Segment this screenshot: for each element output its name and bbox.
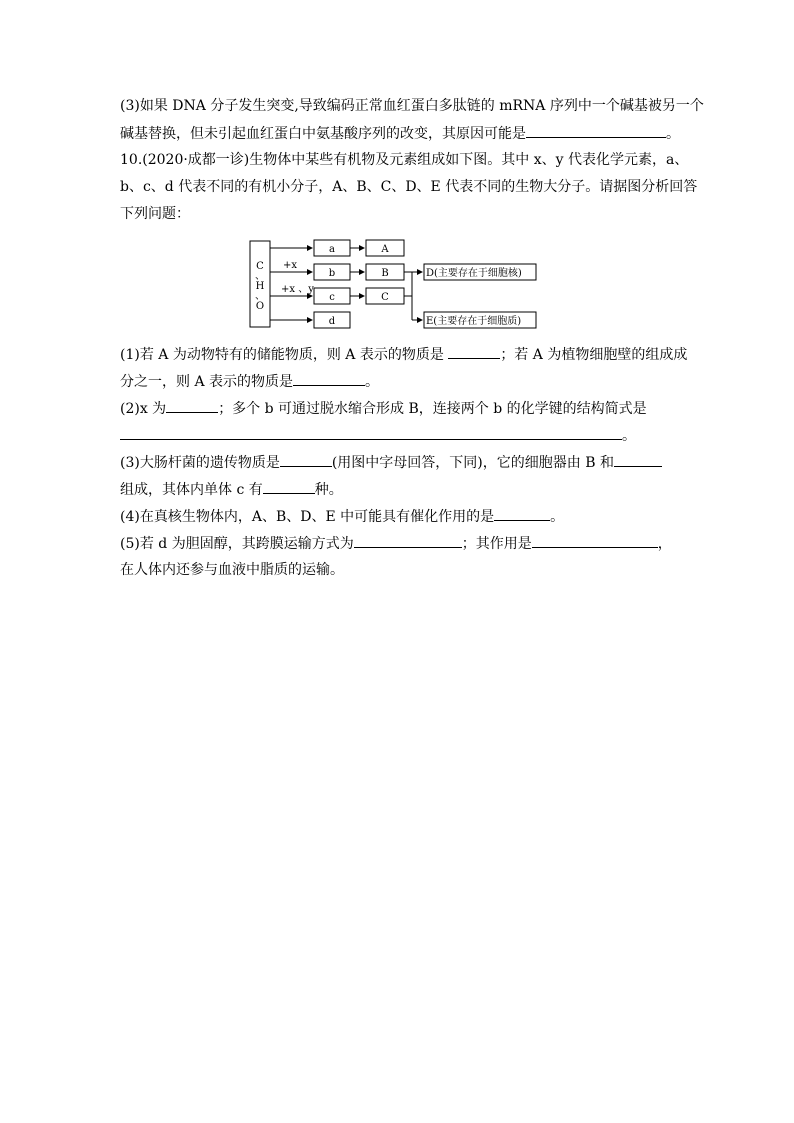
q3-prev-line1: (3)如果 DNA 分子发生突变,导致编码正常血红蛋白多肽链的 mRNA 序列中一个碱基被另一个	[120, 98, 704, 114]
element-o: O	[255, 301, 265, 312]
label-C: C	[381, 292, 389, 303]
label-c: c	[329, 292, 335, 303]
sub3-line2	[120, 479, 343, 500]
sub3-text-c: 组成，其体内单体 c 有	[120, 482, 263, 498]
sub3-text-b: (用图中字母回答，下同)，它的细胞器由 B 和	[331, 455, 614, 471]
answer-blank[interactable]	[120, 425, 622, 440]
answer-blank[interactable]	[614, 452, 662, 467]
label-plus-xy: +x 、y	[281, 284, 314, 295]
sub4-text-b: 。	[550, 509, 565, 525]
sub1-text-b: ；若 A 为植物细胞壁的组成成	[500, 347, 688, 363]
q3-prev-line2-end: 。	[666, 126, 680, 142]
sub5-text-c: ，	[657, 536, 672, 552]
label-A: A	[381, 244, 389, 255]
q3-prev-line2	[120, 123, 680, 144]
sub1-text-c: 分之一，则 A 表示的物质是	[120, 374, 294, 390]
element-sep1: 、	[255, 271, 265, 282]
sub1-line2	[120, 371, 379, 392]
q3-prev-line2-text: 碱基替换，但未引起血红蛋白中氨基酸序列的改变，其原因可能是	[120, 126, 526, 142]
sub5-text-a: (5)若 d 为胆固醇，其跨膜运输方式为	[120, 536, 354, 552]
label-B: B	[381, 268, 389, 279]
sub2-text-end: 。	[622, 428, 636, 444]
answer-blank[interactable]	[293, 371, 365, 386]
element-c: C	[256, 261, 264, 272]
composition-diagram	[248, 236, 548, 336]
label-plus-x: +x	[283, 260, 298, 271]
sub1-text-d: 。	[365, 374, 380, 390]
label-b: b	[328, 268, 336, 279]
answer-blank[interactable]	[494, 506, 550, 521]
answer-blank[interactable]	[448, 344, 500, 359]
sub4-line1	[120, 506, 564, 527]
label-E: E(主要存在于细胞质)	[426, 316, 522, 327]
answer-blank[interactable]	[532, 533, 658, 548]
sub4-text-a: (4)在真核生物体内，A、B、D、E 中可能具有催化作用的是	[120, 509, 495, 525]
sub2-text-a: (2)x 为	[120, 401, 167, 417]
q10-line2: b、c、d 代表不同的有机小分子，A、B、C、D、E 代表不同的生物大分子。请据图分析回答	[120, 179, 698, 195]
sub2-text-b: ；多个 b 可通过脱水缩合形成 B，连接两个 b 的化学键的结构简式是	[218, 401, 647, 417]
q10-line1: 10.(2020·成都一诊)生物体中某些有机物及元素组成如下图。其中 x、y 代表化学元素，a、	[120, 152, 689, 168]
sub5-text-b: ；其作用是	[461, 536, 532, 552]
element-sep2: 、	[255, 291, 265, 302]
label-a: a	[329, 244, 335, 255]
sub5-line2: 在人体内还参与血液中脂质的运输。	[120, 562, 344, 578]
answer-blank[interactable]	[166, 398, 218, 413]
sub3-line1	[120, 452, 662, 473]
label-D: D(主要存在于细胞核)	[426, 268, 522, 279]
element-h: H	[255, 281, 265, 292]
answer-blank[interactable]	[263, 479, 315, 494]
sub3-text-a: (3)大肠杆菌的遗传物质是	[120, 455, 280, 471]
answer-blank[interactable]	[354, 533, 462, 548]
sub5-line1	[120, 533, 672, 554]
sub1-text-a: (1)若 A 为动物特有的储能物质，则 A 表示的物质是	[120, 347, 449, 363]
sub1-line1	[120, 344, 687, 365]
sub2-line2	[120, 425, 636, 446]
answer-blank[interactable]	[280, 452, 332, 467]
label-d: d	[328, 316, 336, 327]
answer-blank[interactable]	[526, 123, 666, 138]
q10-line3: 下列问题：	[120, 206, 190, 222]
sub2-line1	[120, 398, 647, 419]
sub3-text-d: 种。	[314, 482, 343, 498]
